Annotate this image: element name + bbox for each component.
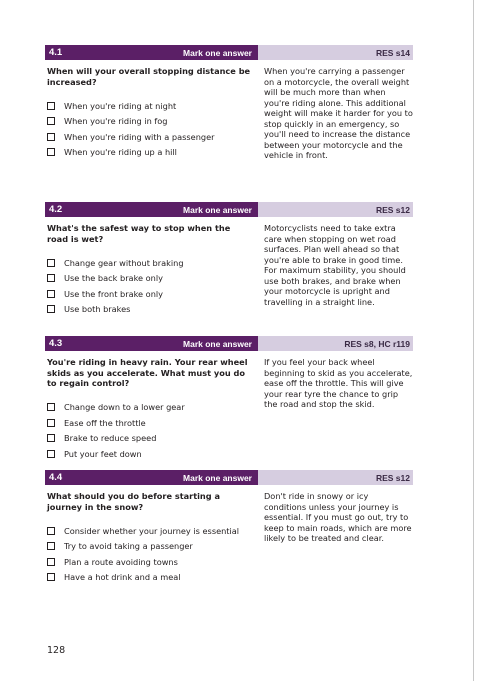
checkbox[interactable] [47,450,55,458]
checkbox[interactable] [47,527,55,535]
answer-option[interactable] [47,255,254,271]
option-label: When you're riding with a passenger [64,131,215,142]
reference-label: RES s14 [258,45,413,60]
question-text: When will your overall stopping distance be increased? [47,66,251,87]
answer-option[interactable] [47,539,254,555]
checkbox[interactable] [47,259,55,267]
checkbox[interactable] [47,419,55,427]
checkbox[interactable] [47,290,55,298]
question-number: 4.4 [49,472,63,483]
checkbox[interactable] [47,305,55,313]
checkbox[interactable] [47,102,55,110]
question-block-4-2 [45,202,413,317]
checkbox[interactable] [47,542,55,550]
question-header-left [45,45,258,60]
checkbox[interactable] [47,133,55,141]
option-label: Have a hot drink and a meal [64,572,181,583]
question-block-4-3 [45,336,413,462]
option-label: When you're riding in fog [64,116,168,127]
answer-option[interactable] [47,523,254,539]
option-label: Try to avoid taking a passenger [64,541,193,552]
question-text: You're riding in heavy rain. Your rear wheel skids as you accelerate. What must you do to regain control? [47,357,248,388]
option-label: Use both brakes [64,304,131,315]
answer-option[interactable] [47,415,254,431]
question-text: What's the safest way to stop when the road is wet? [47,223,231,244]
question-header-left [45,202,258,217]
checkbox[interactable] [47,558,55,566]
question-header [45,202,413,217]
question-block-4-4 [45,470,413,585]
option-label: Ease off the throttle [64,417,146,428]
question-number: 4.3 [49,338,63,349]
option-label: When you're riding up a hill [64,147,177,158]
question-header [45,336,413,351]
question-header-left [45,470,258,485]
question-number: 4.2 [49,204,63,215]
answer-option[interactable] [47,145,254,161]
page-number: 128 [47,645,66,656]
question-number: 4.1 [49,47,63,58]
option-label: Change gear without braking [64,257,184,268]
question-header [45,45,413,60]
answer-option[interactable] [47,114,254,130]
answer-option[interactable] [47,554,254,570]
mark-instruction: Mark one answer [183,204,252,215]
reference-label: RES s12 [258,470,413,485]
option-label: Use the back brake only [64,273,163,284]
checkbox[interactable] [47,403,55,411]
explanation-text: Motorcyclists need to take extra care when stopping on wet road surfaces. Plan well ahead so that you're able to brake in good time. For maximum stability, you should use both brakes, and brake when your motorcycle is upright and travelling in a straight line. [264,223,406,307]
question-header [45,470,413,485]
mark-instruction: Mark one answer [183,47,252,58]
answer-option[interactable] [47,400,254,416]
option-label: Change down to a lower gear [64,402,185,413]
answer-option[interactable] [47,286,254,302]
answer-option[interactable] [47,271,254,287]
checkbox[interactable] [47,117,55,125]
answer-option[interactable] [47,431,254,447]
answer-option[interactable] [47,129,254,145]
explanation-text: When you're carrying a passenger on a motorcycle, the overall weight will be much more than when you're riding alone. This additional weight will make it harder for you to stop quickly in an emergency, so you'll need to increase the distance between your motorcycle and the vehicle in front. [264,66,413,160]
question-text: What should you do before starting a journey in the snow? [47,491,220,512]
answer-option[interactable] [47,570,254,586]
option-label: Brake to reduce speed [64,433,157,444]
answer-option[interactable] [47,98,254,114]
checkbox[interactable] [47,573,55,581]
checkbox[interactable] [47,274,55,282]
answer-option[interactable] [47,302,254,318]
explanation-text: If you feel your back wheel beginning to skid as you accelerate, ease off the throttle. This will give your rear tyre the chance to grip the road and stop the skid. [264,357,413,409]
checkbox[interactable] [47,148,55,156]
checkbox[interactable] [47,434,55,442]
option-label: Plan a route avoiding towns [64,556,178,567]
explanation-text: Don't ride in snowy or icy conditions unless your journey is essential. If you must go out, try to keep to main roads, which are more likely to be treated and clear. [264,491,412,543]
reference-label: RES s12 [258,202,413,217]
option-label: When you're riding at night [64,100,177,111]
mark-instruction: Mark one answer [183,338,252,349]
option-label: Consider whether your journey is essential [64,525,240,536]
option-label: Put your feet down [64,448,142,459]
question-block-4-1 [45,45,413,161]
reference-label: RES s8, HC r119 [258,336,413,351]
option-label: Use the front brake only [64,288,164,299]
answer-option[interactable] [47,446,254,462]
question-header-left [45,336,258,351]
mark-instruction: Mark one answer [183,472,252,483]
